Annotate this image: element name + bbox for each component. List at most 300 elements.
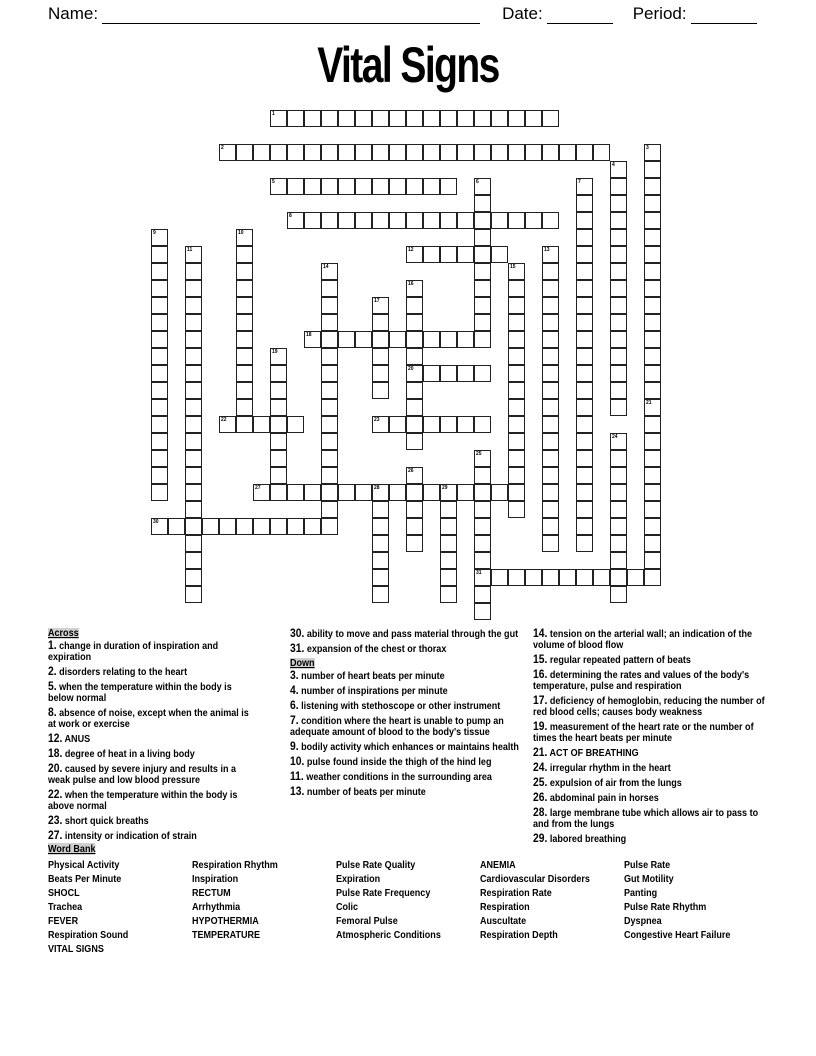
crossword-cell[interactable] — [253, 518, 270, 535]
crossword-cell[interactable] — [304, 518, 321, 535]
crossword-cell[interactable] — [406, 297, 423, 314]
crossword-cell[interactable] — [270, 110, 287, 127]
crossword-cell[interactable] — [304, 331, 321, 348]
crossword-cell[interactable] — [508, 501, 525, 518]
crossword-cell[interactable] — [185, 416, 202, 433]
crossword-cell[interactable] — [474, 212, 491, 229]
crossword-cell[interactable] — [644, 280, 661, 297]
crossword-cell[interactable] — [321, 263, 338, 280]
crossword-cell[interactable] — [474, 518, 491, 535]
crossword-cell[interactable] — [406, 314, 423, 331]
crossword-cell[interactable] — [185, 280, 202, 297]
crossword-cell[interactable] — [508, 433, 525, 450]
crossword-cell[interactable] — [474, 484, 491, 501]
crossword-cell[interactable] — [576, 331, 593, 348]
crossword-cell[interactable] — [321, 416, 338, 433]
crossword-cell[interactable] — [185, 501, 202, 518]
crossword-cell[interactable] — [423, 144, 440, 161]
crossword-cell[interactable] — [593, 569, 610, 586]
crossword-cell[interactable] — [610, 450, 627, 467]
crossword-cell[interactable] — [321, 331, 338, 348]
crossword-cell[interactable] — [406, 246, 423, 263]
crossword-cell[interactable] — [151, 433, 168, 450]
crossword-cell[interactable] — [440, 535, 457, 552]
crossword-cell[interactable] — [610, 518, 627, 535]
crossword-cell[interactable] — [576, 569, 593, 586]
crossword-cell[interactable] — [491, 144, 508, 161]
crossword-cell[interactable] — [423, 212, 440, 229]
crossword-cell[interactable] — [542, 246, 559, 263]
crossword-cell[interactable] — [270, 382, 287, 399]
crossword-cell[interactable] — [185, 450, 202, 467]
crossword-cell[interactable] — [151, 399, 168, 416]
crossword-cell[interactable] — [644, 484, 661, 501]
crossword-cell[interactable] — [593, 144, 610, 161]
crossword-cell[interactable] — [508, 399, 525, 416]
crossword-cell[interactable] — [287, 416, 304, 433]
crossword-cell[interactable] — [508, 280, 525, 297]
crossword-cell[interactable] — [406, 399, 423, 416]
crossword-cell[interactable] — [270, 348, 287, 365]
crossword-cell[interactable] — [576, 314, 593, 331]
crossword-cell[interactable] — [440, 212, 457, 229]
crossword-cell[interactable] — [185, 467, 202, 484]
crossword-cell[interactable] — [457, 246, 474, 263]
crossword-cell[interactable] — [508, 212, 525, 229]
crossword-cell[interactable] — [151, 365, 168, 382]
crossword-cell[interactable] — [610, 569, 627, 586]
crossword-cell[interactable] — [372, 535, 389, 552]
crossword-cell[interactable] — [644, 365, 661, 382]
crossword-cell[interactable] — [321, 280, 338, 297]
crossword-cell[interactable] — [406, 365, 423, 382]
crossword-cell[interactable] — [508, 110, 525, 127]
crossword-cell[interactable] — [644, 433, 661, 450]
crossword-cell[interactable] — [338, 178, 355, 195]
crossword-cell[interactable] — [185, 297, 202, 314]
crossword-cell[interactable] — [372, 331, 389, 348]
crossword-cell[interactable] — [644, 229, 661, 246]
crossword-cell[interactable] — [474, 178, 491, 195]
crossword-cell[interactable] — [576, 178, 593, 195]
crossword-cell[interactable] — [576, 484, 593, 501]
crossword-cell[interactable] — [151, 314, 168, 331]
crossword-cell[interactable] — [321, 501, 338, 518]
crossword-cell[interactable] — [304, 144, 321, 161]
crossword-cell[interactable] — [440, 365, 457, 382]
crossword-cell[interactable] — [542, 297, 559, 314]
crossword-cell[interactable] — [321, 450, 338, 467]
crossword-cell[interactable] — [406, 518, 423, 535]
crossword-cell[interactable] — [542, 365, 559, 382]
crossword-cell[interactable] — [304, 110, 321, 127]
crossword-cell[interactable] — [457, 365, 474, 382]
crossword-cell[interactable] — [304, 178, 321, 195]
crossword-cell[interactable] — [423, 331, 440, 348]
crossword-cell[interactable] — [457, 484, 474, 501]
crossword-cell[interactable] — [406, 433, 423, 450]
crossword-cell[interactable] — [406, 348, 423, 365]
crossword-cell[interactable] — [542, 569, 559, 586]
crossword-cell[interactable] — [474, 569, 491, 586]
crossword-cell[interactable] — [389, 178, 406, 195]
crossword-cell[interactable] — [491, 246, 508, 263]
crossword-cell[interactable] — [236, 297, 253, 314]
crossword-cell[interactable] — [610, 331, 627, 348]
crossword-cell[interactable] — [644, 178, 661, 195]
crossword-cell[interactable] — [644, 195, 661, 212]
crossword-cell[interactable] — [440, 569, 457, 586]
crossword-cell[interactable] — [406, 331, 423, 348]
crossword-cell[interactable] — [542, 535, 559, 552]
crossword-cell[interactable] — [372, 501, 389, 518]
crossword-cell[interactable] — [610, 195, 627, 212]
crossword-cell[interactable] — [474, 263, 491, 280]
crossword-cell[interactable] — [185, 399, 202, 416]
crossword-cell[interactable] — [321, 382, 338, 399]
crossword-cell[interactable] — [406, 382, 423, 399]
crossword-cell[interactable] — [185, 382, 202, 399]
crossword-cell[interactable] — [372, 518, 389, 535]
crossword-cell[interactable] — [440, 416, 457, 433]
crossword-cell[interactable] — [151, 450, 168, 467]
crossword-cell[interactable] — [542, 416, 559, 433]
crossword-cell[interactable] — [287, 178, 304, 195]
crossword-cell[interactable] — [270, 399, 287, 416]
crossword-cell[interactable] — [542, 144, 559, 161]
crossword-cell[interactable] — [151, 297, 168, 314]
crossword-cell[interactable] — [542, 467, 559, 484]
crossword-cell[interactable] — [423, 246, 440, 263]
crossword-cell[interactable] — [338, 110, 355, 127]
crossword-cell[interactable] — [287, 484, 304, 501]
crossword-cell[interactable] — [355, 331, 372, 348]
crossword-cell[interactable] — [644, 518, 661, 535]
crossword-cell[interactable] — [644, 382, 661, 399]
crossword-cell[interactable] — [610, 229, 627, 246]
crossword-cell[interactable] — [253, 144, 270, 161]
crossword-cell[interactable] — [270, 178, 287, 195]
crossword-cell[interactable] — [644, 331, 661, 348]
crossword-cell[interactable] — [185, 484, 202, 501]
crossword-cell[interactable] — [610, 382, 627, 399]
crossword-cell[interactable] — [440, 501, 457, 518]
crossword-cell[interactable] — [474, 586, 491, 603]
crossword-cell[interactable] — [525, 110, 542, 127]
crossword-cell[interactable] — [576, 144, 593, 161]
crossword-cell[interactable] — [644, 552, 661, 569]
crossword-cell[interactable] — [474, 365, 491, 382]
crossword-cell[interactable] — [542, 484, 559, 501]
crossword-cell[interactable] — [508, 382, 525, 399]
crossword-cell[interactable] — [559, 569, 576, 586]
crossword-cell[interactable] — [576, 416, 593, 433]
crossword-cell[interactable] — [610, 212, 627, 229]
crossword-cell[interactable] — [389, 144, 406, 161]
crossword-cell[interactable] — [185, 331, 202, 348]
crossword-cell[interactable] — [576, 229, 593, 246]
crossword-cell[interactable] — [372, 144, 389, 161]
crossword-cell[interactable] — [576, 518, 593, 535]
crossword-cell[interactable] — [525, 212, 542, 229]
crossword-cell[interactable] — [542, 110, 559, 127]
crossword-cell[interactable] — [372, 365, 389, 382]
crossword-cell[interactable] — [151, 484, 168, 501]
crossword-cell[interactable] — [168, 518, 185, 535]
crossword-cell[interactable] — [185, 535, 202, 552]
crossword-cell[interactable] — [151, 518, 168, 535]
crossword-cell[interactable] — [372, 586, 389, 603]
crossword-cell[interactable] — [372, 569, 389, 586]
crossword-cell[interactable] — [372, 416, 389, 433]
crossword-cell[interactable] — [185, 586, 202, 603]
crossword-cell[interactable] — [440, 178, 457, 195]
crossword-cell[interactable] — [474, 535, 491, 552]
crossword-cell[interactable] — [474, 603, 491, 620]
crossword-cell[interactable] — [644, 263, 661, 280]
crossword-cell[interactable] — [406, 110, 423, 127]
crossword-cell[interactable] — [576, 467, 593, 484]
crossword-cell[interactable] — [491, 110, 508, 127]
crossword-cell[interactable] — [236, 331, 253, 348]
crossword-cell[interactable] — [610, 399, 627, 416]
crossword-cell[interactable] — [644, 535, 661, 552]
crossword-cell[interactable] — [457, 331, 474, 348]
crossword-cell[interactable] — [576, 246, 593, 263]
crossword-cell[interactable] — [508, 331, 525, 348]
crossword-cell[interactable] — [185, 263, 202, 280]
crossword-cell[interactable] — [202, 518, 219, 535]
crossword-cell[interactable] — [474, 195, 491, 212]
crossword-cell[interactable] — [440, 331, 457, 348]
crossword-cell[interactable] — [185, 365, 202, 382]
crossword-cell[interactable] — [151, 348, 168, 365]
crossword-cell[interactable] — [508, 569, 525, 586]
crossword-cell[interactable] — [338, 331, 355, 348]
crossword-cell[interactable] — [610, 552, 627, 569]
crossword-cell[interactable] — [287, 518, 304, 535]
crossword-cell[interactable] — [406, 144, 423, 161]
crossword-cell[interactable] — [406, 535, 423, 552]
crossword-cell[interactable] — [474, 246, 491, 263]
crossword-cell[interactable] — [610, 586, 627, 603]
crossword-cell[interactable] — [287, 212, 304, 229]
crossword-cell[interactable] — [338, 484, 355, 501]
crossword-cell[interactable] — [508, 484, 525, 501]
crossword-cell[interactable] — [508, 297, 525, 314]
crossword-cell[interactable] — [542, 518, 559, 535]
crossword-cell[interactable] — [321, 297, 338, 314]
crossword-cell[interactable] — [236, 280, 253, 297]
crossword-cell[interactable] — [406, 178, 423, 195]
crossword-cell[interactable] — [644, 501, 661, 518]
crossword-cell[interactable] — [508, 467, 525, 484]
crossword-cell[interactable] — [525, 569, 542, 586]
crossword-cell[interactable] — [151, 280, 168, 297]
crossword-cell[interactable] — [644, 416, 661, 433]
crossword-cell[interactable] — [525, 144, 542, 161]
crossword-cell[interactable] — [474, 331, 491, 348]
crossword-cell[interactable] — [270, 518, 287, 535]
crossword-cell[interactable] — [576, 297, 593, 314]
crossword-cell[interactable] — [151, 229, 168, 246]
crossword-cell[interactable] — [338, 212, 355, 229]
crossword-cell[interactable] — [508, 450, 525, 467]
crossword-cell[interactable] — [372, 484, 389, 501]
crossword-cell[interactable] — [508, 144, 525, 161]
crossword-cell[interactable] — [542, 280, 559, 297]
crossword-cell[interactable] — [151, 467, 168, 484]
crossword-cell[interactable] — [576, 433, 593, 450]
crossword-cell[interactable] — [440, 110, 457, 127]
crossword-cell[interactable] — [542, 263, 559, 280]
crossword-cell[interactable] — [474, 450, 491, 467]
crossword-cell[interactable] — [440, 484, 457, 501]
crossword-cell[interactable] — [270, 365, 287, 382]
crossword-cell[interactable] — [389, 484, 406, 501]
crossword-cell[interactable] — [610, 263, 627, 280]
crossword-cell[interactable] — [474, 280, 491, 297]
crossword-cell[interactable] — [321, 178, 338, 195]
crossword-cell[interactable] — [270, 433, 287, 450]
crossword-cell[interactable] — [542, 331, 559, 348]
crossword-cell[interactable] — [151, 382, 168, 399]
crossword-cell[interactable] — [406, 484, 423, 501]
crossword-cell[interactable] — [576, 399, 593, 416]
crossword-cell[interactable] — [423, 484, 440, 501]
crossword-cell[interactable] — [627, 569, 644, 586]
crossword-cell[interactable] — [287, 144, 304, 161]
crossword-cell[interactable] — [474, 314, 491, 331]
crossword-cell[interactable] — [508, 314, 525, 331]
crossword-cell[interactable] — [185, 348, 202, 365]
crossword-cell[interactable] — [474, 229, 491, 246]
crossword-cell[interactable] — [610, 297, 627, 314]
crossword-cell[interactable] — [542, 314, 559, 331]
crossword-cell[interactable] — [185, 246, 202, 263]
crossword-cell[interactable] — [372, 382, 389, 399]
crossword-cell[interactable] — [236, 263, 253, 280]
crossword-cell[interactable] — [270, 467, 287, 484]
crossword-cell[interactable] — [644, 569, 661, 586]
crossword-cell[interactable] — [151, 246, 168, 263]
crossword-cell[interactable] — [372, 110, 389, 127]
crossword-cell[interactable] — [508, 263, 525, 280]
crossword-cell[interactable] — [576, 348, 593, 365]
crossword-cell[interactable] — [644, 348, 661, 365]
crossword-cell[interactable] — [321, 433, 338, 450]
crossword-cell[interactable] — [542, 399, 559, 416]
crossword-cell[interactable] — [644, 144, 661, 161]
crossword-cell[interactable] — [406, 212, 423, 229]
crossword-cell[interactable] — [576, 195, 593, 212]
crossword-cell[interactable] — [423, 416, 440, 433]
crossword-cell[interactable] — [474, 552, 491, 569]
crossword-cell[interactable] — [576, 501, 593, 518]
crossword-cell[interactable] — [236, 518, 253, 535]
crossword-cell[interactable] — [440, 518, 457, 535]
crossword-cell[interactable] — [406, 280, 423, 297]
crossword-cell[interactable] — [321, 144, 338, 161]
crossword-cell[interactable] — [457, 212, 474, 229]
crossword-cell[interactable] — [219, 518, 236, 535]
crossword-cell[interactable] — [644, 246, 661, 263]
crossword-cell[interactable] — [491, 212, 508, 229]
crossword-cell[interactable] — [253, 416, 270, 433]
crossword-cell[interactable] — [236, 365, 253, 382]
crossword-cell[interactable] — [610, 433, 627, 450]
crossword-cell[interactable] — [576, 280, 593, 297]
crossword-cell[interactable] — [508, 348, 525, 365]
crossword-cell[interactable] — [440, 552, 457, 569]
crossword-cell[interactable] — [389, 110, 406, 127]
crossword-cell[interactable] — [474, 467, 491, 484]
crossword-cell[interactable] — [151, 263, 168, 280]
crossword-cell[interactable] — [406, 416, 423, 433]
crossword-cell[interactable] — [321, 348, 338, 365]
crossword-cell[interactable] — [355, 110, 372, 127]
crossword-cell[interactable] — [644, 314, 661, 331]
crossword-cell[interactable] — [321, 110, 338, 127]
crossword-cell[interactable] — [644, 161, 661, 178]
crossword-cell[interactable] — [321, 314, 338, 331]
crossword-cell[interactable] — [389, 331, 406, 348]
crossword-cell[interactable] — [474, 110, 491, 127]
crossword-cell[interactable] — [474, 144, 491, 161]
crossword-cell[interactable] — [389, 416, 406, 433]
crossword-cell[interactable] — [423, 110, 440, 127]
crossword-cell[interactable] — [440, 246, 457, 263]
crossword-cell[interactable] — [644, 467, 661, 484]
crossword-cell[interactable] — [610, 365, 627, 382]
crossword-cell[interactable] — [610, 484, 627, 501]
crossword-cell[interactable] — [644, 297, 661, 314]
crossword-cell[interactable] — [610, 535, 627, 552]
crossword-cell[interactable] — [270, 416, 287, 433]
crossword-cell[interactable] — [372, 178, 389, 195]
crossword-cell[interactable] — [474, 297, 491, 314]
crossword-cell[interactable] — [389, 212, 406, 229]
crossword-cell[interactable] — [559, 144, 576, 161]
crossword-cell[interactable] — [576, 365, 593, 382]
crossword-cell[interactable] — [355, 144, 372, 161]
crossword-cell[interactable] — [321, 399, 338, 416]
crossword-cell[interactable] — [219, 416, 236, 433]
crossword-cell[interactable] — [423, 178, 440, 195]
crossword-cell[interactable] — [236, 382, 253, 399]
crossword-cell[interactable] — [236, 246, 253, 263]
crossword-cell[interactable] — [270, 484, 287, 501]
crossword-cell[interactable] — [236, 144, 253, 161]
crossword-cell[interactable] — [304, 484, 321, 501]
crossword-cell[interactable] — [151, 331, 168, 348]
crossword-cell[interactable] — [542, 212, 559, 229]
crossword-cell[interactable] — [491, 484, 508, 501]
crossword-cell[interactable] — [610, 467, 627, 484]
crossword-cell[interactable] — [355, 484, 372, 501]
crossword-cell[interactable] — [185, 552, 202, 569]
crossword-cell[interactable] — [236, 314, 253, 331]
crossword-cell[interactable] — [457, 144, 474, 161]
crossword-cell[interactable] — [610, 501, 627, 518]
crossword-cell[interactable] — [440, 586, 457, 603]
crossword-cell[interactable] — [457, 110, 474, 127]
crossword-cell[interactable] — [236, 416, 253, 433]
crossword-cell[interactable] — [610, 246, 627, 263]
crossword-cell[interactable] — [474, 501, 491, 518]
crossword-cell[interactable] — [644, 399, 661, 416]
crossword-cell[interactable] — [542, 382, 559, 399]
